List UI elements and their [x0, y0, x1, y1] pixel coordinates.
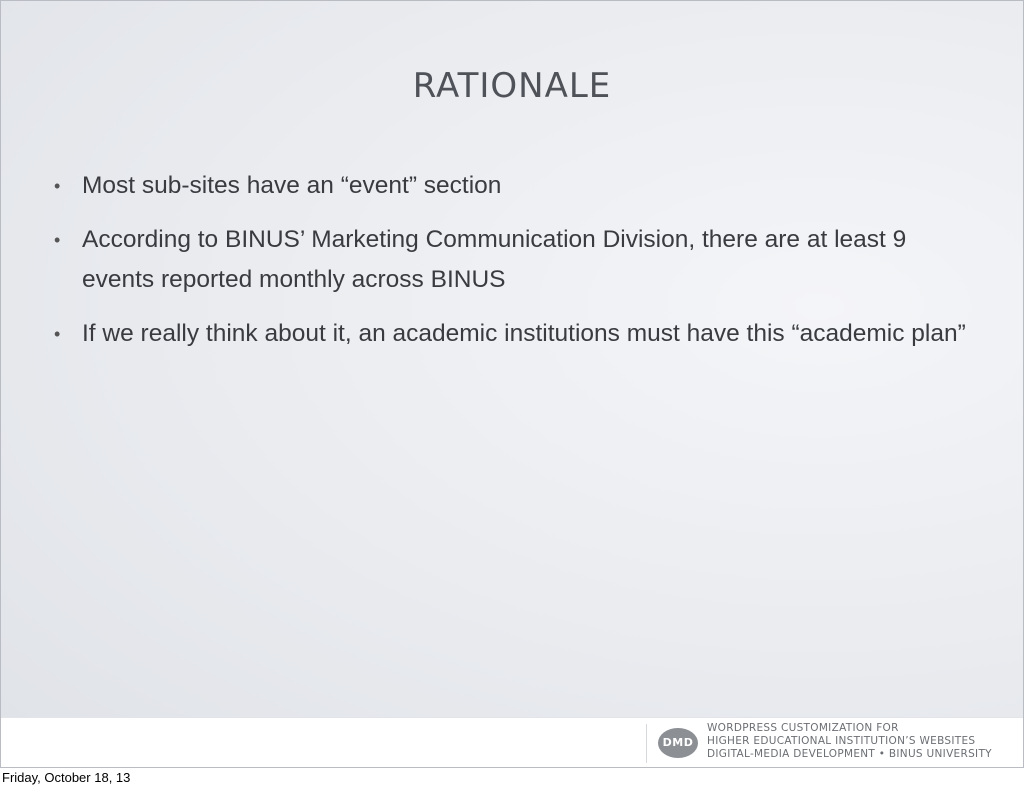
slide-footer — [0, 717, 1024, 768]
footer-line-2: HIGHER EDUCATIONAL INSTITUTION’S WEBSITES — [707, 735, 976, 747]
bullet-item — [54, 166, 974, 206]
print-date: Friday, October 18, 13 — [2, 770, 131, 785]
footer-line-3: DIGITAL-MEDIA DEVELOPMENT • BINUS UNIVERSITY — [707, 748, 992, 760]
bullet-text: If we really think about it, an academic institutions must have this “academic plan” — [82, 320, 966, 347]
bullet-icon: • — [54, 230, 61, 250]
footer-divider — [646, 724, 647, 763]
bullet-list — [54, 166, 974, 368]
footer-caption — [707, 722, 992, 761]
bullet-icon: • — [54, 176, 61, 196]
dmd-logo-icon: DMD — [658, 728, 698, 758]
bullet-text: According to BINUS’ Marketing Communication Division, there are at least 9 events reported monthly across BINUS — [82, 226, 907, 293]
bullet-item — [54, 220, 974, 300]
slide-title: RATIONALE — [412, 66, 612, 106]
bullet-icon: • — [54, 324, 61, 344]
bullet-item — [54, 314, 974, 354]
footer-line-1: WORDPRESS CUSTOMIZATION FOR — [707, 722, 899, 734]
bullet-text: Most sub-sites have an “event” section — [82, 172, 502, 199]
